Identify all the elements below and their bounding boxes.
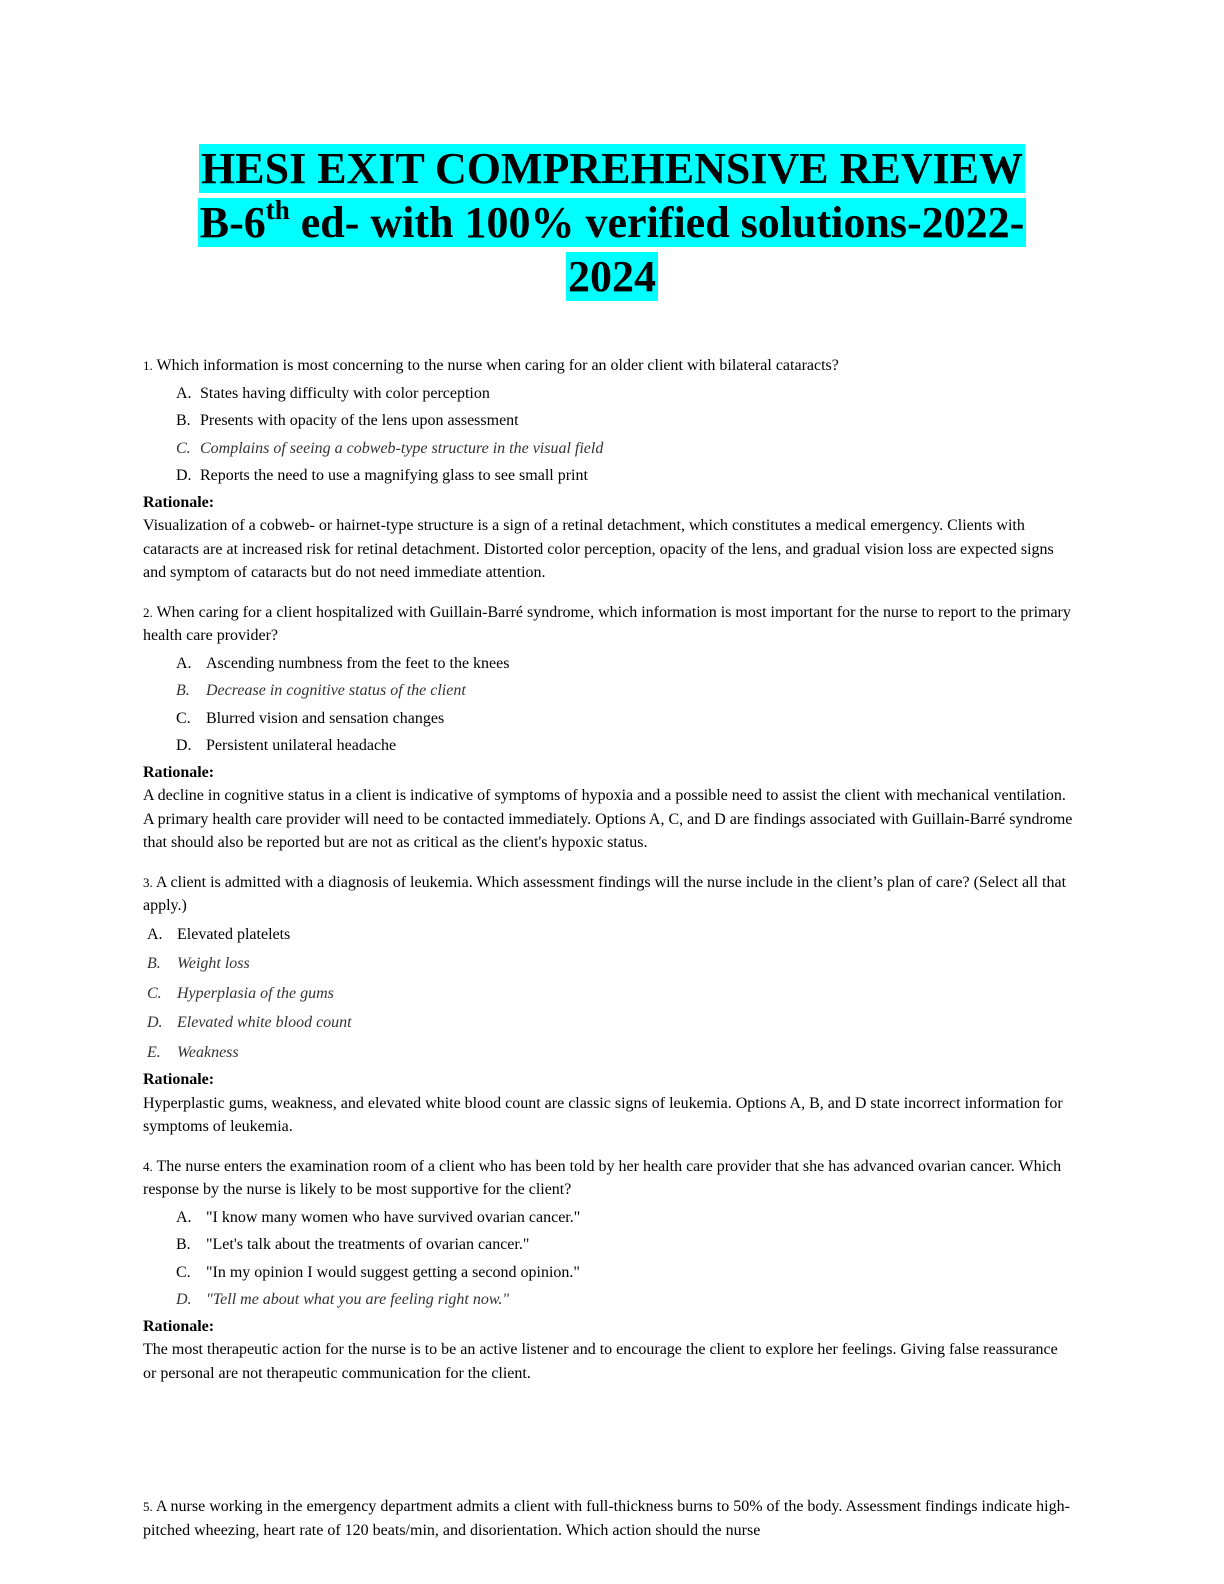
document-title: [0, 142, 1224, 304]
rationale-text: Visualization of a cobweb- or hairnet-type structure is a sign of a retinal detachment, which constitutes a medical emergency. Clients with cataracts are at increased risk for retinal detachment. Distorted color perception, opacity of the lens, and gradual vision loss are expected signs and symptom of cataracts but do not need immediate attention.: [143, 517, 1054, 581]
rationale-label: Rationale:: [143, 493, 215, 511]
option-a: A. "I know many women who have survived ovarian cancer.": [176, 1208, 581, 1226]
title-line-2: B-6th ed- with 100% verified solutions-2022-: [199, 195, 1025, 247]
question-text: The nurse enters the examination room of a client who has been told by her health care provider that she has advanced ovarian cancer. Which response by the nurse is likely to be most supportive for the client?: [143, 1157, 1062, 1198]
question-stem: [143, 354, 1073, 378]
rationale-text: A decline in cognitive status in a client is indicative of symptoms of hypoxia and a possible need to assist the client with mechanical ventilation. A primary health care provider will need to be contacted immediately. Options A, C, and D are findings associated with Guillain-Barré syndrome that should also be reported but are not as critical as the client's hypoxic status.: [143, 787, 1073, 851]
question-text: When caring for a client hospitalized with Guillain-Barré syndrome, which information is most important for the nurse to report to the primary health care provider?: [143, 603, 1071, 644]
option-a: A. States having difficulty with color perception: [176, 384, 490, 402]
option-a: A. Elevated platelets: [147, 925, 291, 943]
question-4: [143, 1155, 1073, 1386]
questions-content: [143, 354, 1073, 1542]
options-list: [143, 380, 1073, 490]
question-stem: [143, 1155, 1073, 1202]
question-stem: [143, 601, 1073, 648]
option-c-correct: C. Complains of seeing a cobweb-type structure in the visual field: [176, 439, 604, 457]
rationale-label: Rationale:: [143, 1071, 215, 1088]
question-text: A client is admitted with a diagnosis of leukemia. Which assessment findings will the nurse include in the client’s plan of care? (Select all that apply.): [143, 873, 1067, 914]
rationale-text: The most therapeutic action for the nurse is to be an active listener and to encourage the client to explore her feelings. Giving false reassurance or personal are not therapeutic communication for the client.: [143, 1341, 1058, 1382]
option-c: C. Blurred vision and sensation changes: [176, 709, 445, 727]
question-text: Which information is most concerning to the nurse when caring for an older client with bilateral cataracts?: [152, 357, 839, 374]
option-a: A. Ascending numbness from the feet to the knees: [176, 654, 510, 672]
rationale-text: Hyperplastic gums, weakness, and elevated white blood count are classic signs of leukemia. Options A, B, and D state incorrect information for symptoms of leukemia.: [143, 1094, 1063, 1135]
question-stem: [143, 871, 1073, 918]
option-b: B. "Let's talk about the treatments of ovarian cancer.": [176, 1236, 530, 1253]
question-number: 2.: [143, 604, 153, 620]
option-d-correct: D. Elevated white blood count: [147, 1014, 352, 1031]
option-b: B. Presents with opacity of the lens upon assessment: [176, 412, 519, 429]
option-b-correct: B. Weight loss: [147, 955, 250, 972]
page-spacer: [143, 1401, 1073, 1495]
option-d: D. Persistent unilateral headache: [176, 737, 397, 754]
question-text: A nurse working in the emergency department admits a client with full-thickness burns to 50% of the body. Assessment findings indicate high-pitched wheezing, heart rate of 120 beats/min, and disorientation. Which action should the nurse: [143, 1498, 1070, 1539]
option-d: D. Reports the need to use a magnifying glass to see small print: [176, 467, 588, 484]
question-number: 4.: [143, 1158, 153, 1174]
question-number: 3.: [143, 874, 153, 890]
option-b-correct: B. Decrease in cognitive status of the client: [176, 682, 466, 699]
options-list: [143, 1204, 1073, 1314]
rationale-label: Rationale:: [143, 763, 215, 781]
options-list: [143, 650, 1073, 760]
question-number: 1.: [143, 358, 153, 373]
option-e-correct: E. Weakness: [147, 1043, 239, 1061]
question-2: [143, 601, 1073, 855]
question-1: [143, 354, 1073, 585]
question-3: [143, 871, 1073, 1139]
option-c: C. "In my opinion I would suggest getting a second opinion.": [176, 1263, 580, 1281]
question-stem: [143, 1495, 1073, 1542]
title-line-3: 2024: [568, 252, 656, 301]
title-line-1: HESI EXIT COMPREHENSIVE REVIEW: [201, 144, 1023, 193]
options-list: [143, 920, 1073, 1068]
question-number: 5.: [143, 1499, 153, 1514]
option-c-correct: C. Hyperplasia of the gums: [147, 984, 334, 1002]
option-d-correct: D. "Tell me about what you are feeling right now.": [176, 1291, 510, 1308]
question-5: [143, 1495, 1073, 1542]
rationale-label: Rationale:: [143, 1317, 215, 1335]
